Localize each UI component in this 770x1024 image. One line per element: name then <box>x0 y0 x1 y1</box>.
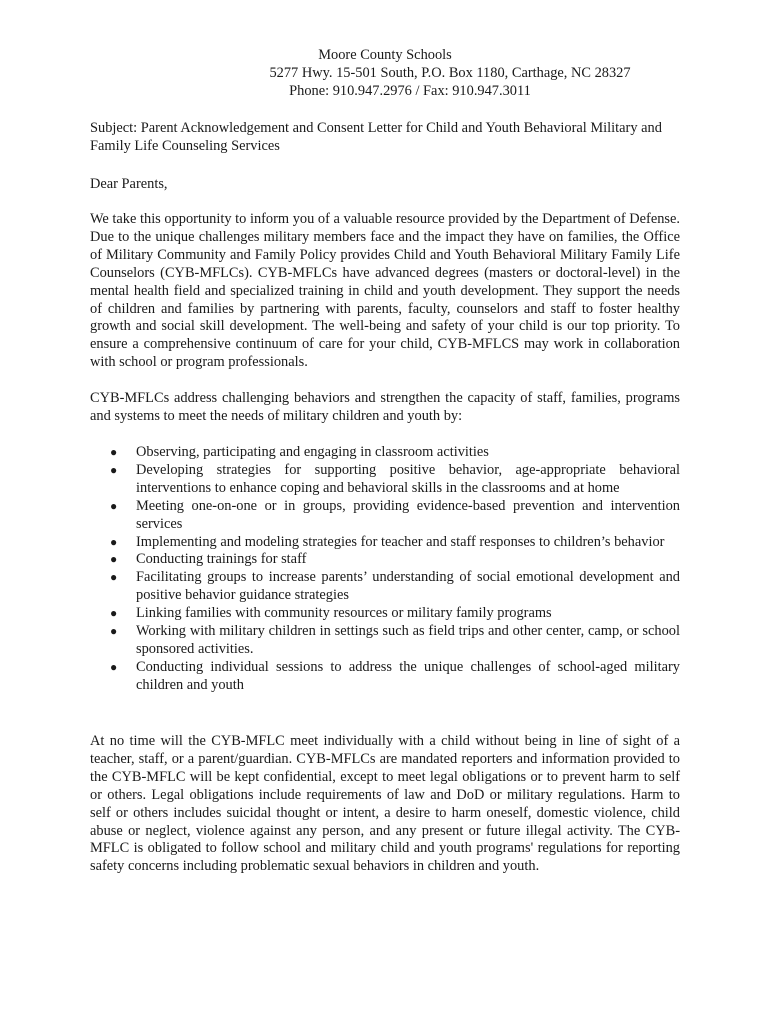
services-paragraph: CYB-MFLCs address challenging behaviors and strengthen the capacity of staff, families, programs and systems to meet the needs of military children and youth by: <box>90 390 680 424</box>
list-item <box>108 551 680 569</box>
bullet-icon: ● <box>110 606 118 621</box>
list-item-text: Working with military children in settings such as field trips and other center, camp, or school sponsored activities. <box>136 623 680 657</box>
subject-line: Subject: Parent Acknowledgement and Consent Letter for Child and Youth Behavioral Military and Family Life Counseling Services <box>90 120 662 154</box>
list-item <box>108 534 680 552</box>
bullet-icon: ● <box>110 659 118 674</box>
list-item <box>108 498 680 534</box>
list-item-text: Conducting trainings for staff <box>136 551 307 568</box>
list-item-text: Developing strategies for supporting positive behavior, age-appropriate behavioral interventions to enhance coping and behavioral skills in the classrooms and at home <box>136 461 680 496</box>
list-item-text: Observing, participating and engaging in classroom activities <box>136 444 489 460</box>
bullet-icon: ● <box>110 534 118 549</box>
list-item <box>108 462 680 498</box>
list-item-text: Conducting individual sessions to address the unique challenges of school-aged military children and youth <box>136 658 680 693</box>
list-item <box>108 623 680 659</box>
list-item-text: Facilitating groups to increase parents’ understanding of social emotional development and positive behavior guidance strategies <box>136 569 680 604</box>
list-item-text: Linking families with community resources or military family programs <box>136 605 552 622</box>
school-name: Moore County Schools <box>318 47 452 63</box>
bullet-icon: ● <box>110 498 118 513</box>
bullet-icon: ● <box>110 552 118 567</box>
bullet-icon: ● <box>110 624 118 639</box>
letterhead <box>90 46 680 100</box>
bullet-icon: ● <box>110 445 118 459</box>
list-item-text: Meeting one-on-one or in groups, providing evidence-based prevention and intervention services <box>136 497 680 532</box>
list-item <box>108 569 680 605</box>
list-item <box>108 605 680 623</box>
bullet-icon: ● <box>110 570 118 585</box>
confidentiality-paragraph: At no time will the CYB-MFLC meet individually with a child without being in line of sight of a teacher, staff, or a parent/guardian. CYB-MFLCs are mandated reporters and information provided to the CYB-MFLC will be kept confidential, except to meet legal obligations or to prevent harm to self or others. Legal obligations include requirements of law and DoD or military regulations. Harm to self or others includes suicidal thought or intent, a desire to harm oneself, domestic violence, child abuse or neglect, violence against any person, and any present or future illegal activity. The CYB-MFLC is obligated to follow school and military child and youth programs' regulations for reporting safety concerns including problematic sexual behaviors in children and youth. <box>90 733 680 875</box>
list-item-text: Implementing and modeling strategies for teacher and staff responses to children’s behavior <box>136 533 665 550</box>
bullet-icon: ● <box>110 462 118 477</box>
school-phone: Phone: 910.947.2976 / Fax: 910.947.3011 <box>289 83 531 99</box>
list-item <box>108 659 680 695</box>
services-list <box>108 444 680 695</box>
school-address: 5277 Hwy. 15-501 South, P.O. Box 1180, Carthage, NC 28327 <box>269 65 631 81</box>
salutation: Dear Parents, <box>90 176 168 192</box>
intro-paragraph: We take this opportunity to inform you of a valuable resource provided by the Department of Defense. Due to the unique challenges military members face and the impact they have on families, the Office of Military Community and Family Policy provides Child and Youth Behavioral Military Family Life Counselors (CYB-MFLCs). CYB-MFLCs have advanced degrees (masters or doctoral-level) in the mental health field and specialized training in child and youth development. They support the needs of children and families by partnering with parents, faculty, counselors and staff to foster healthy growth and social skill development. The well-being and safety of your child is our top priority. To ensure a comprehensive continuum of care for your child, CYB-MFLCS may work in collaboration with school or program professionals. <box>90 211 680 371</box>
list-item <box>108 444 680 462</box>
